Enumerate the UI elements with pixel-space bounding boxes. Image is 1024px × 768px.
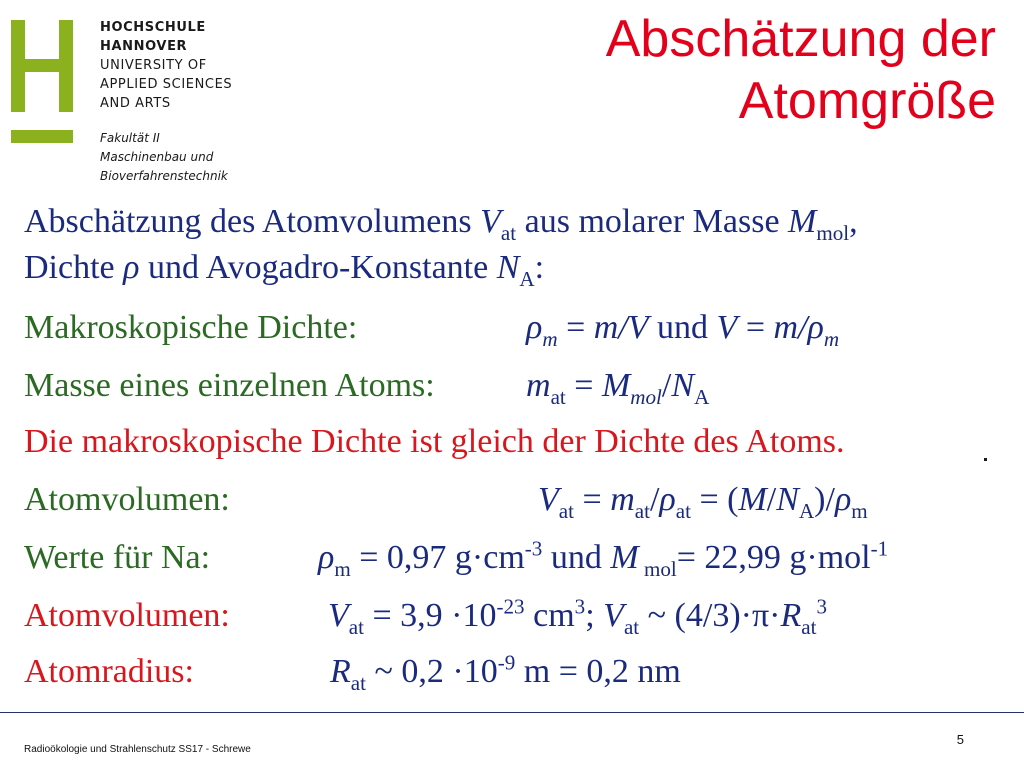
statement-density: Die makroskopische Dichte ist gleich der Dichte des Atoms. xyxy=(24,423,845,460)
label-atomvolumen: Atomvolumen: xyxy=(24,481,230,518)
faculty-line: Bioverfahrenstechnik xyxy=(100,169,228,183)
label-atomvolumen-result: Atomvolumen: xyxy=(24,597,230,634)
university-name xyxy=(100,18,232,113)
formula-atom-volume: $V_{at} = m_{at}/\rho_{at} = (M/N_A)/\rho_m$ xyxy=(538,481,868,523)
values-sodium: $\rho_m = 0,97$ $g\cdot cm^{-3}$ und M $_{mol}$= 22,99 g·mol$^{-1}$ xyxy=(318,536,889,581)
intro-line-1: Abschätzung des Atomvolumens $V_{at}$ aus molarer Masse $M_{mol}$, xyxy=(24,203,858,245)
faculty-line: Fakultät II xyxy=(100,131,160,145)
footer-divider xyxy=(0,712,1024,713)
logo-line: AND ARTS xyxy=(100,96,171,111)
intro-line-2: Dichte ρ und Avogadro-Konstante $N_A$: xyxy=(24,249,545,291)
label-atomradius: Atomradius: xyxy=(24,653,194,690)
formula-density: $\rho_m = m/V$ und $V = m/\rho_m$ xyxy=(526,309,840,351)
bullet-dot xyxy=(984,458,987,461)
logo-line: APPLIED SCIENCES xyxy=(100,77,233,92)
page-number: 5 xyxy=(956,732,964,747)
formula-atom-mass: $m_{at} = M_{mol}/N_A$ xyxy=(526,367,710,409)
label-makroskopische-dichte: Makroskopische Dichte: xyxy=(24,309,358,346)
logo-line: HANNOVER xyxy=(100,39,188,54)
logo-line: HOCHSCHULE xyxy=(100,20,206,35)
faculty-line: Maschinenbau und xyxy=(100,150,214,164)
title-line-1: Abschätzung der xyxy=(605,10,996,68)
faculty-name xyxy=(100,129,228,186)
title-line-2: Atomgröße xyxy=(738,72,996,130)
result-atom-radius: $R_{at}$ ~ $0,2 \cdot 10^{-9}$ m = 0,2 nm xyxy=(330,650,681,695)
footer-text: Radioökologie und Strahlenschutz SS17 - Schrewe xyxy=(24,744,251,755)
university-logo xyxy=(0,0,260,190)
hochschule-h-logo-icon xyxy=(11,20,75,145)
label-werte-na: Werte für Na: xyxy=(24,539,211,576)
result-atom-volume: $V_{at} = 3,9 \cdot 10^{-23}$ $cm^3$; $V_{at}$ ~ $(4/3)\cdot\pi\cdot R_{at}^3$ xyxy=(328,594,827,639)
label-masse-atom: Masse eines einzelnen Atoms: xyxy=(24,367,435,404)
slide-title xyxy=(606,8,996,132)
logo-line: UNIVERSITY OF xyxy=(100,58,207,73)
